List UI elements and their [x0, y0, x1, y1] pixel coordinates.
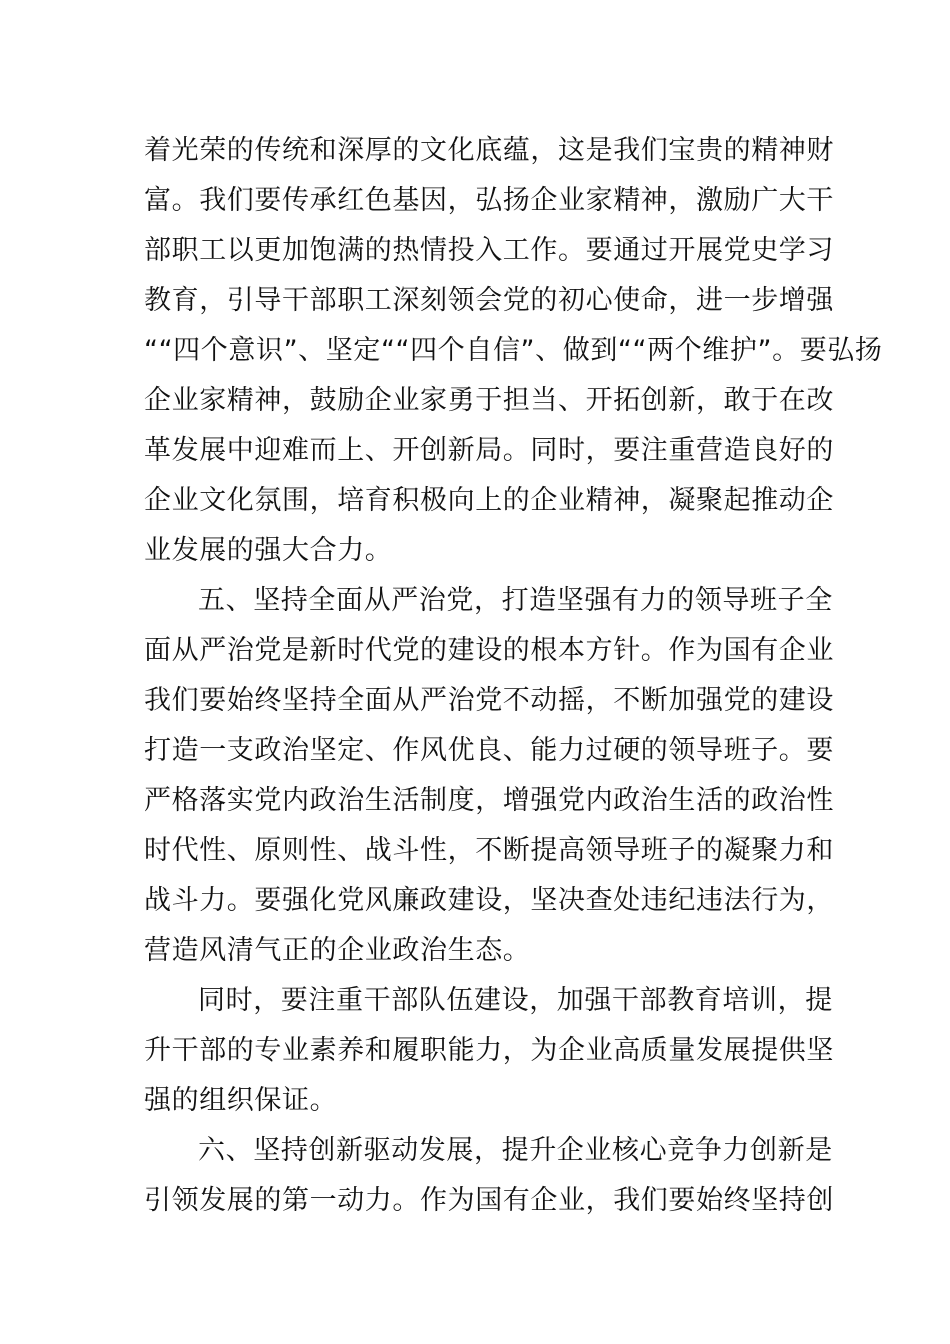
text-line: 着光荣的传统和深厚的文化底蕴，这是我们宝贵的精神财 [144, 135, 834, 166]
text-line: ““四个意识”、坚定““四个自信”、做到““两个维护”。要弘扬 [144, 335, 883, 366]
paragraph-start-line: 五、坚持全面从严治党，打造坚强有力的领导班子全 [198, 585, 833, 616]
text-line: 战斗力。要强化党风廉政建设，坚决查处违纪违法行为， [144, 885, 834, 916]
text-line: 打造一支政治坚定、作风优良、能力过硬的领导班子。要 [144, 735, 834, 766]
text-line: 革发展中迎难而上、开创新局。同时，要注重营造良好的 [144, 435, 834, 466]
text-line: 业发展的强大合力。 [144, 535, 393, 566]
text-line: 营造风清气正的企业政治生态。 [144, 935, 531, 966]
paragraph-start-line: 同时，要注重干部队伍建设，加强干部教育培训，提 [198, 985, 833, 1016]
document-body [144, 126, 883, 1226]
paragraph-start-line: 六、坚持创新驱动发展，提升企业核心竞争力创新是 [198, 1135, 833, 1166]
text-line: 企业家精神，鼓励企业家勇于担当、开拓创新，敢于在改 [144, 385, 834, 416]
text-line: 引领发展的第一动力。作为国有企业，我们要始终坚持创 [144, 1185, 834, 1216]
text-line: 强的组织保证。 [144, 1085, 338, 1116]
text-line: 我们要始终坚持全面从严治党不动摇，不断加强党的建设 [144, 685, 834, 716]
text-line: 升干部的专业素养和履职能力，为企业高质量发展提供坚 [144, 1035, 834, 1066]
text-line: 面从严治党是新时代党的建设的根本方针。作为国有企业 [144, 635, 834, 666]
text-line: 富。我们要传承红色基因，弘扬企业家精神，激励广大干 [144, 185, 834, 216]
text-line: 时代性、原则性、战斗性，不断提高领导班子的凝聚力和 [144, 835, 834, 866]
text-line: 严格落实党内政治生活制度，增强党内政治生活的政治性 [144, 785, 834, 816]
text-line: 部职工以更加饱满的热情投入工作。要通过开展党史学习 [144, 235, 834, 266]
text-line: 教育，引导干部职工深刻领会党的初心使命，进一步增强 [144, 285, 834, 316]
text-line: 企业文化氛围，培育积极向上的企业精神，凝聚起推动企 [144, 485, 834, 516]
